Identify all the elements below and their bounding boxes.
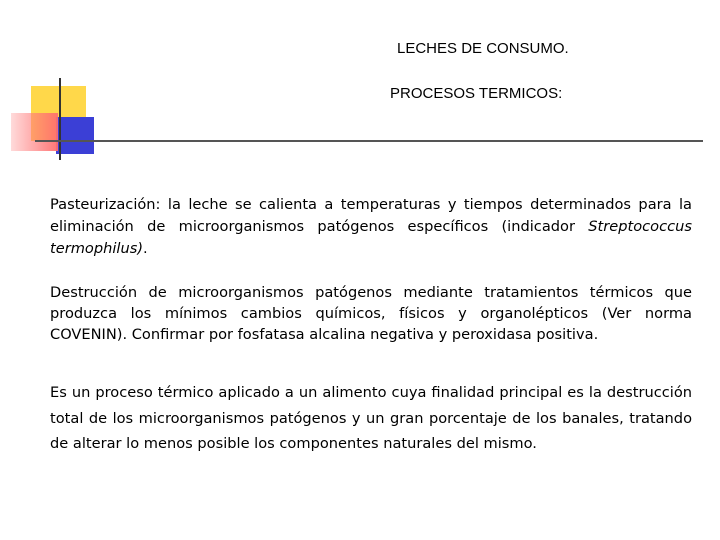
horizontal-rule xyxy=(35,140,703,142)
pasteurization-text: la leche se calienta a temperaturas y tiempos determinados para la eliminación de microorganismos patógenos específicos (indicador xyxy=(50,196,692,235)
blue-square-decoration xyxy=(56,117,94,154)
pasteurization-term: Pasteurización: xyxy=(50,196,161,213)
pasteurization-paragraph xyxy=(50,194,692,260)
slide-subtitle: PROCESOS TERMICOS: xyxy=(390,85,563,102)
pasteurization-end: . xyxy=(143,240,148,257)
slide-title: LECHES DE CONSUMO. xyxy=(397,40,569,57)
process-paragraph: Es un proceso térmico aplicado a un alimento cuya finalidad principal es la destrucción total de los microorganismos patógenos y un gran porcentaje de los banales, tratando de alterar lo menos posible los componentes naturales del mismo. xyxy=(50,384,692,452)
vertical-rule xyxy=(59,78,61,160)
destruction-paragraph: Destrucción de microorganismos patógenos mediante tratamientos térmicos que produzca los mínimos cambios químicos, físicos y organolépticos (Ver norma COVENIN). Confirmar por fosfatasa alcalina negativa y peroxidasa positiva. xyxy=(50,284,692,343)
red-square-decoration xyxy=(11,113,58,151)
indicator-species: Streptococcus termophilus) xyxy=(50,218,692,257)
